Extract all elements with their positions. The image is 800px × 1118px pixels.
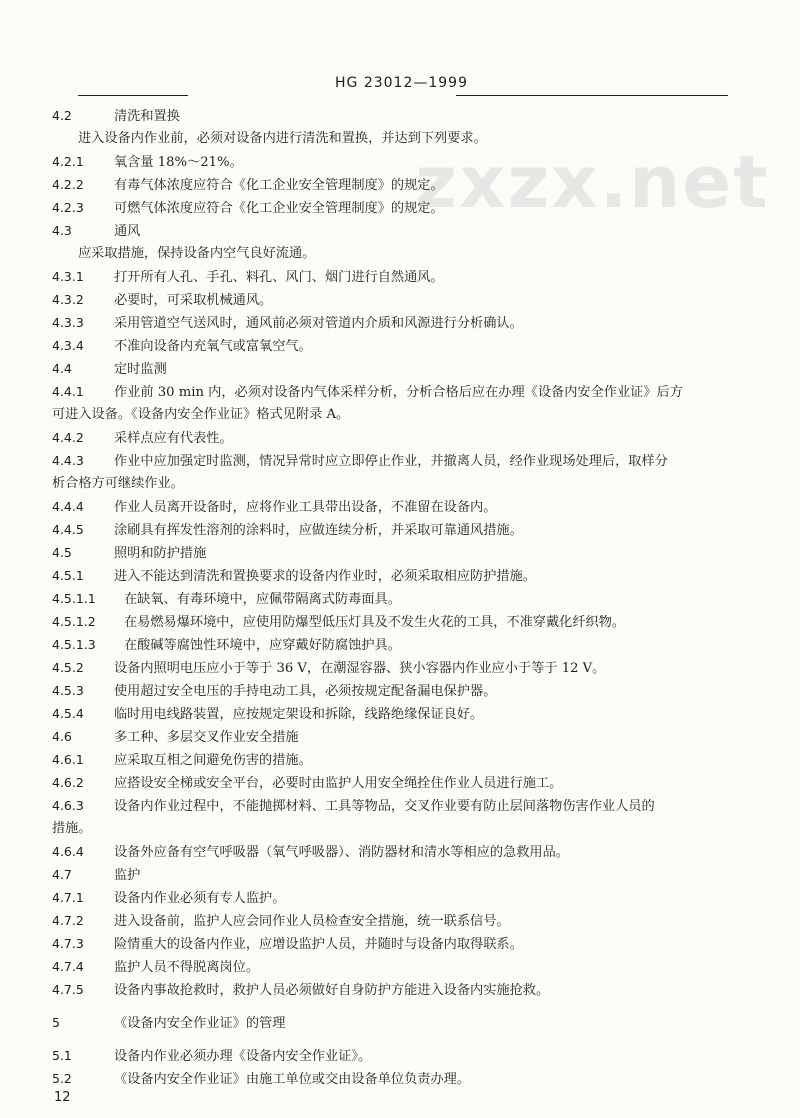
clause-number: 4.6.1 — [52, 752, 84, 767]
text-line — [52, 794, 742, 817]
clause-number: 4.7 — [52, 867, 72, 882]
text-line — [52, 702, 742, 725]
text-line — [52, 725, 742, 748]
clause-text: 在酸碱等腐蚀性环境中，应穿戴好防腐蚀护具。 — [124, 638, 401, 653]
clause-number: 4.5.4 — [52, 706, 84, 721]
clause-text: 设备内作业过程中，不能抛掷材料、工具等物品，交叉作业要有防止层间落物伤害作业人员的 — [114, 799, 655, 814]
clause-text: 险情重大的设备内作业，应增设监护人员，并随时与设备内取得联系。 — [114, 937, 523, 952]
clause-number: 4.6.2 — [52, 775, 84, 790]
text-line — [52, 403, 742, 426]
clause-text: 有毒气体浓度应符合《化工企业安全管理制度》的规定。 — [114, 178, 444, 193]
text-line — [52, 932, 742, 955]
text-line — [52, 219, 742, 242]
clause-number: 4.5.1.2 — [52, 614, 96, 629]
clause-text: 涂刷具有挥发性溶剂的涂料时，应做连续分析，并采取可靠通风措施。 — [114, 523, 523, 538]
clause-number: 4.7.1 — [52, 890, 84, 905]
clause-text: 析合格方可继续作业。 — [52, 476, 184, 491]
clause-number: 4.4.2 — [52, 430, 84, 445]
clause-text: 应采取互相之间避免伤害的措施。 — [114, 753, 312, 768]
clause-text: 监护 — [114, 868, 141, 883]
clause-number: 4.6.4 — [52, 844, 84, 859]
text-line — [52, 1044, 742, 1067]
text-line — [52, 656, 742, 679]
clause-number: 4.5.1.3 — [52, 637, 96, 652]
text-line — [52, 909, 742, 932]
text-line — [52, 610, 742, 633]
clause-text: 作业前 30 min 内，必须对设备内气体采样分析，分析合格后应在办理《设备内安全作业证》后方 — [114, 385, 683, 400]
clause-text: 氧含量 18%～21%。 — [114, 155, 243, 170]
text-line — [52, 196, 742, 219]
clause-text: 通风 — [114, 224, 141, 239]
clause-text: 措施。 — [52, 821, 92, 836]
text-line — [52, 495, 742, 518]
text-line — [52, 150, 742, 173]
text-line — [52, 679, 742, 702]
standard-header: HG 23012—1999 — [335, 75, 468, 91]
clause-number: 4.3.2 — [52, 292, 84, 307]
clause-number: 4.6 — [52, 729, 72, 744]
clause-text: 《设备内安全作业证》的管理 — [114, 1016, 286, 1031]
text-line — [52, 587, 742, 610]
clause-text: 使用超过安全电压的手持电动工具，必须按规定配备漏电保护器。 — [114, 684, 497, 699]
clause-number: 4.5.3 — [52, 683, 84, 698]
header-rule-left — [78, 95, 188, 96]
clause-number: 4.4 — [52, 361, 72, 376]
clause-text: 打开所有人孔、手孔、料孔、风门、烟门进行自然通风。 — [114, 270, 444, 285]
text-line — [52, 541, 742, 564]
page-number: 12 — [54, 1090, 71, 1105]
text-line — [52, 449, 742, 472]
clause-text: 设备内事故抢救时，救护人员必须做好自身防护方能进入设备内实施抢救。 — [114, 983, 550, 998]
clause-number: 5.1 — [52, 1048, 72, 1063]
clause-number: 5 — [52, 1015, 60, 1030]
text-line — [52, 357, 742, 380]
text-line — [52, 955, 742, 978]
text-line — [52, 311, 742, 334]
clause-text: 采用管道空气送风时，通风前必须对管道内介质和风源进行分析确认。 — [114, 316, 523, 331]
clause-text: 进入不能达到清洗和置换要求的设备内作业时，必须采取相应防护措施。 — [114, 569, 536, 584]
clause-text: 必要时，可采取机械通风。 — [114, 293, 273, 308]
text-line — [52, 104, 742, 127]
document-body — [52, 104, 742, 1090]
clause-number: 4.7.3 — [52, 936, 84, 951]
clause-number: 4.5.2 — [52, 660, 84, 675]
text-line — [52, 863, 742, 886]
clause-text: 采样点应有代表性。 — [114, 431, 233, 446]
text-line — [52, 817, 742, 840]
clause-text: 应搭设安全梯或安全平台，必要时由监护人用安全绳拴住作业人员进行施工。 — [114, 776, 563, 791]
clause-number: 4.4.4 — [52, 499, 84, 514]
clause-number: 4.4.1 — [52, 384, 84, 399]
clause-number: 4.7.5 — [52, 982, 84, 997]
text-line — [52, 127, 742, 150]
text-line — [52, 748, 742, 771]
clause-text: 不准向设备内充氧气或富氧空气。 — [114, 339, 312, 354]
clause-number: 4.2.1 — [52, 154, 84, 169]
clause-number: 4.3 — [52, 223, 72, 238]
text-line — [52, 840, 742, 863]
clause-text: 清洗和置换 — [114, 109, 180, 124]
text-line — [52, 173, 742, 196]
text-line — [52, 265, 742, 288]
spacer — [52, 1001, 742, 1011]
clause-text: 进入设备前，监护人应会同作业人员检查安全措施，统一联系信号。 — [114, 914, 510, 929]
text-line — [52, 1011, 742, 1034]
clause-text: 设备内作业必须有专人监护。 — [114, 891, 286, 906]
clause-text: 可进入设备。《设备内安全作业证》格式见附录 A。 — [52, 407, 350, 422]
text-line — [52, 1067, 742, 1090]
text-line — [52, 426, 742, 449]
clause-number: 4.3.3 — [52, 315, 84, 330]
clause-text: 设备外应备有空气呼吸器（氧气呼吸器）、消防器材和清水等相应的急救用品。 — [114, 845, 569, 860]
clause-text: 作业人员离开设备时，应将作业工具带出设备，不准留在设备内。 — [114, 500, 497, 515]
clause-number: 4.5.1.1 — [52, 591, 96, 606]
text-line — [52, 564, 742, 587]
clause-text: 可燃气体浓度应符合《化工企业安全管理制度》的规定。 — [114, 201, 444, 216]
clause-text: 临时用电线路装置，应按规定架设和拆除，线路绝缘保证良好。 — [114, 707, 484, 722]
clause-text: 监护人员不得脱离岗位。 — [114, 960, 260, 975]
clause-number: 4.7.4 — [52, 959, 84, 974]
text-line — [52, 334, 742, 357]
clause-text: 进入设备内作业前，必须对设备内进行清洗和置换，并达到下列要求。 — [78, 131, 487, 146]
clause-number: 4.5.1 — [52, 568, 84, 583]
clause-text: 定时监测 — [114, 362, 167, 377]
clause-text: 作业中应加强定时监测，情况异常时应立即停止作业，并撤离人员，经作业现场处理后，取样分 — [114, 454, 668, 469]
clause-text: 设备内作业必须办理《设备内安全作业证》。 — [114, 1049, 372, 1064]
clause-number: 4.7.2 — [52, 913, 84, 928]
clause-number: 4.3.4 — [52, 338, 84, 353]
spacer — [52, 1034, 742, 1044]
clause-number: 4.2.3 — [52, 200, 84, 215]
text-line — [52, 288, 742, 311]
text-line — [52, 242, 742, 265]
clause-number: 4.2.2 — [52, 177, 84, 192]
clause-number: 5.2 — [52, 1071, 72, 1086]
text-line — [52, 886, 742, 909]
text-line — [52, 518, 742, 541]
clause-number: 4.2 — [52, 108, 72, 123]
watermark: zxzx.net — [415, 140, 770, 224]
clause-text: 在易燃易爆环境中，应使用防爆型低压灯具及不发生火花的工具，不准穿戴化纤织物。 — [124, 615, 626, 630]
text-line — [52, 380, 742, 403]
clause-text: 设备内照明电压应小于等于 36 V，在潮湿容器、狭小容器内作业应小于等于 12 V。 — [114, 661, 606, 676]
text-line — [52, 633, 742, 656]
clause-text: 在缺氧、有毒环境中，应佩带隔离式防毒面具。 — [124, 592, 401, 607]
clause-number: 4.4.5 — [52, 522, 84, 537]
text-line — [52, 472, 742, 495]
clause-number: 4.5 — [52, 545, 72, 560]
clause-text: 多工种、多层交叉作业安全措施 — [114, 730, 299, 745]
clause-text: 照明和防护措施 — [114, 546, 207, 561]
header-rule-right — [456, 95, 728, 96]
clause-text: 应采取措施，保持设备内空气良好流通。 — [78, 246, 316, 261]
text-line — [52, 771, 742, 794]
clause-number: 4.6.3 — [52, 798, 84, 813]
clause-number: 4.3.1 — [52, 269, 84, 284]
text-line — [52, 978, 742, 1001]
clause-number: 4.4.3 — [52, 453, 84, 468]
clause-text: 《设备内安全作业证》由施工单位或交由设备单位负责办理。 — [114, 1072, 471, 1087]
